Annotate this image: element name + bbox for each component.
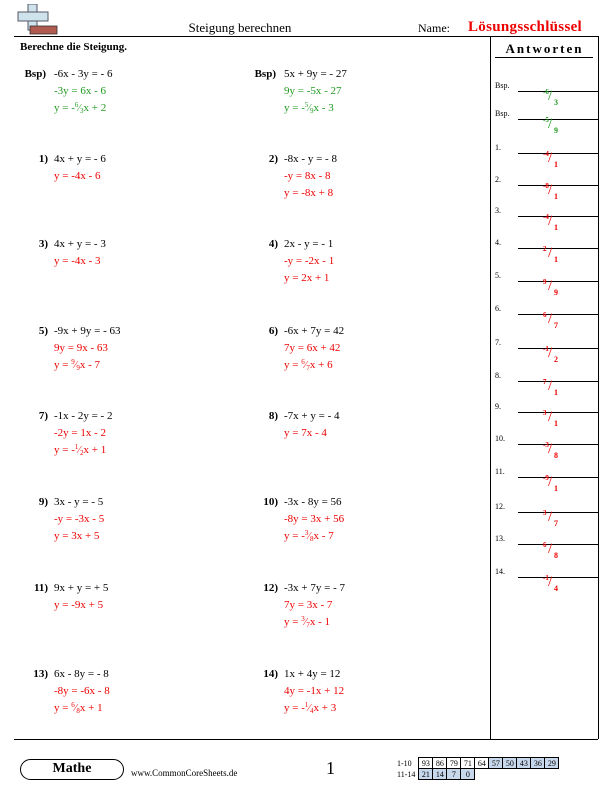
fraction-denominator: 2 — [80, 449, 84, 457]
score-table — [395, 757, 559, 780]
fraction-numerator: 1 — [74, 443, 79, 451]
answer-slash: / — [548, 441, 553, 457]
answer-slash: / — [548, 345, 553, 361]
score-cell: 36 — [531, 758, 545, 769]
answer-label: 9. — [495, 402, 501, 411]
answer-denominator: 8 — [554, 551, 558, 560]
answer-slash: / — [548, 541, 553, 557]
fraction-slash: ⁄ — [308, 103, 311, 114]
fraction-slash: ⁄ — [304, 617, 307, 628]
answer-slash: / — [548, 509, 553, 525]
fraction-numerator: 5 — [304, 101, 309, 109]
answer-label: Bsp. — [495, 81, 510, 90]
answer-blank — [518, 314, 598, 315]
fraction-denominator: 8 — [310, 535, 314, 543]
answer-blank — [518, 348, 598, 349]
footer-url: www.CommonCoreSheets.de — [131, 768, 238, 778]
equation-line: 9y = -5x - 27 — [284, 85, 342, 97]
answer-numerator: -1 — [543, 345, 549, 353]
fraction-numerator: 6 — [74, 101, 79, 109]
fraction-numerator: 3 — [304, 529, 309, 537]
answer-label: 4. — [495, 238, 501, 247]
fraction-slash: ⁄ — [78, 103, 81, 114]
fraction-slash: ⁄ — [78, 445, 81, 456]
answer-numerator: 3 — [543, 509, 547, 517]
problem-lines — [54, 408, 112, 459]
answer-row — [495, 362, 598, 397]
equation-line: -6x + 7y = 42 — [284, 325, 345, 337]
problem-lines — [284, 494, 344, 545]
equation-line: -1x - 2y = - 2 — [54, 410, 113, 422]
equation-line: $y = -^5⁄_9x - 3$ — [284, 101, 334, 115]
score-cell: 7 — [447, 769, 461, 780]
answer-blank — [518, 381, 598, 382]
answer-denominator: 1 — [554, 484, 558, 493]
equation-line: 9x + y = + 5 — [54, 582, 109, 594]
answer-slash: / — [548, 311, 553, 327]
answer-row — [495, 197, 598, 232]
equation-line: y = -9x + 5 — [54, 599, 104, 611]
fraction-denominator: 7 — [306, 621, 310, 629]
fraction — [305, 702, 314, 714]
equation-line: $y = ^3⁄_7x - 1$ — [284, 615, 331, 629]
answer-slash: / — [548, 409, 553, 425]
fraction-slash: ⁄ — [74, 360, 77, 371]
answer-row — [495, 425, 598, 460]
answer-label: 13. — [495, 534, 505, 543]
fraction-denominator: 4 — [310, 707, 314, 715]
fraction — [75, 102, 84, 114]
equation-line: -3x + 7y = - 7 — [284, 582, 345, 594]
score-cell: 21 — [419, 769, 433, 780]
answer-slash: / — [548, 213, 553, 229]
answer-denominator: 1 — [554, 192, 558, 201]
answer-slash: / — [548, 245, 553, 261]
problem-label: 3) — [38, 238, 48, 250]
equation-line: -3x - 8y = 56 — [284, 496, 342, 508]
answer-blank — [518, 185, 598, 186]
problem-label: 9) — [38, 496, 48, 508]
page-number: 1 — [326, 758, 335, 778]
equation-line: -7x + y = - 4 — [284, 410, 340, 422]
equation-line: 5x + 9y = - 27 — [284, 68, 347, 80]
equation-line: 2x - y = - 1 — [284, 238, 334, 250]
fraction-denominator: 9 — [76, 364, 80, 372]
equation-line: y = -4x - 3 — [54, 255, 101, 267]
problem-label: 4) — [268, 238, 278, 250]
fraction-numerator: 3 — [301, 615, 305, 623]
answers-heading-underline — [495, 57, 593, 58]
fraction — [301, 359, 310, 371]
equation-line: -y = -3x - 5 — [54, 513, 105, 525]
answer-label: 3. — [495, 206, 501, 215]
answer-numerator: -9 — [543, 474, 549, 482]
answer-denominator: 1 — [554, 388, 558, 397]
answer-label: 1. — [495, 143, 501, 152]
answer-numerator: 6 — [543, 541, 547, 549]
problem-lines — [284, 151, 337, 202]
answer-blank — [518, 248, 598, 249]
score-range-label: 11-14 — [397, 769, 416, 779]
fraction-numerator: 1 — [304, 701, 309, 709]
answer-denominator: 9 — [554, 126, 558, 135]
equation-line: $y = -^6⁄_3x + 2$ — [54, 101, 107, 115]
answer-numerator: 6 — [543, 311, 547, 319]
answer-column-divider-right — [598, 36, 599, 739]
answer-label: Bsp. — [495, 109, 510, 118]
equation-line: -9x + 9y = - 63 — [54, 325, 121, 337]
answer-denominator: 1 — [554, 255, 558, 264]
score-cell: 50 — [503, 758, 517, 769]
equation-line: -2y = 1x - 2 — [54, 427, 107, 439]
answer-denominator: 7 — [554, 321, 558, 330]
fraction-slash: ⁄ — [308, 703, 311, 714]
equation-line: 4x + y = - 6 — [54, 153, 106, 165]
problem-label: 2) — [268, 153, 278, 165]
fraction — [71, 702, 80, 714]
problem-lines — [284, 666, 344, 717]
score-cell: 0 — [461, 769, 475, 780]
answer-row — [495, 262, 598, 297]
answer-label: 2. — [495, 175, 501, 184]
answer-numerator: -3 — [543, 441, 549, 449]
problem-lines — [54, 66, 112, 117]
answer-denominator: 4 — [554, 584, 558, 593]
answer-numerator: 3 — [543, 409, 547, 417]
equation-line: 4y = -1x + 12 — [284, 685, 345, 697]
answer-row — [495, 393, 598, 428]
answer-blank — [518, 281, 598, 282]
answer-blank — [518, 444, 598, 445]
score-cell: 86 — [433, 758, 447, 769]
answer-denominator: 7 — [554, 519, 558, 528]
equation-line: -8x - y = - 8 — [284, 153, 337, 165]
answer-row — [495, 295, 598, 330]
problem-label: 12) — [263, 582, 278, 594]
answer-numerator: -1 — [543, 574, 549, 582]
answer-denominator: 1 — [554, 223, 558, 232]
answer-denominator: 8 — [554, 451, 558, 460]
answer-slash: / — [548, 378, 553, 394]
score-cell: 29 — [545, 758, 559, 769]
equation-line: $y = -^3⁄_8x - 7$ — [284, 529, 334, 543]
answer-numerator: -8 — [543, 182, 549, 190]
problem-label: 5) — [38, 325, 48, 337]
fraction — [305, 530, 314, 542]
equation-line: $y = -^1⁄_4x + 3$ — [284, 701, 337, 715]
problem-label: 6) — [268, 325, 278, 337]
subject-badge: Mathe — [20, 759, 124, 780]
answer-row — [495, 525, 598, 560]
answer-numerator: -6 — [543, 88, 549, 96]
equation-line: y = 3x + 5 — [54, 530, 100, 542]
header-divider — [14, 36, 598, 37]
equation-line: 6x - 8y = - 8 — [54, 668, 109, 680]
problem-lines — [54, 323, 120, 374]
answer-blank — [518, 153, 598, 154]
score-cell: 93 — [419, 758, 433, 769]
problem-lines — [284, 580, 345, 631]
answer-column-divider-left — [490, 36, 491, 739]
answer-slash: / — [548, 182, 553, 198]
footer-divider — [14, 739, 598, 740]
answer-blank — [518, 91, 598, 92]
answer-blank — [518, 544, 598, 545]
answer-blank — [518, 512, 598, 513]
score-cell: 64 — [475, 758, 489, 769]
answer-slash: / — [548, 150, 553, 166]
answer-row — [495, 229, 598, 264]
logo-icon — [14, 4, 58, 36]
score-cell: 79 — [447, 758, 461, 769]
answer-numerator: 2 — [543, 245, 547, 253]
fraction-slash: ⁄ — [304, 360, 307, 371]
answer-label: 10. — [495, 434, 505, 443]
problem-lines — [54, 494, 104, 545]
problem-lines — [54, 236, 106, 270]
problem-lines — [54, 151, 106, 185]
equation-line: $y = ^9⁄_9x - 7$ — [54, 358, 101, 372]
equation-line: y = 2x + 1 — [284, 272, 330, 284]
problem-label: 8) — [268, 410, 278, 422]
problem-lines — [284, 323, 344, 374]
equation-line: 7y = 6x + 42 — [284, 342, 341, 354]
answer-numerator: 9 — [543, 278, 547, 286]
equation-line: -6x - 3y = - 6 — [54, 68, 113, 80]
problem-label: Bsp) — [24, 68, 46, 80]
score-cell: 43 — [517, 758, 531, 769]
equation-line: -y = 8x - 8 — [284, 170, 331, 182]
answer-blank — [518, 119, 598, 120]
equation-line: 3x - y = - 5 — [54, 496, 104, 508]
answer-label: 7. — [495, 338, 501, 347]
answer-denominator: 3 — [554, 98, 558, 107]
answer-slash: / — [548, 574, 553, 590]
fraction-numerator: 6 — [71, 701, 75, 709]
answer-row — [495, 166, 598, 201]
answer-row — [495, 458, 598, 493]
problem-lines — [54, 666, 110, 717]
answer-row — [495, 100, 598, 135]
problem-label: 14) — [263, 668, 278, 680]
problem-lines — [284, 236, 334, 287]
answer-numerator: -5 — [543, 116, 549, 124]
equation-line: y = 7x - 4 — [284, 427, 327, 439]
answer-slash: / — [548, 116, 553, 132]
equation-line: 9y = 9x - 63 — [54, 342, 108, 354]
answer-slash: / — [548, 474, 553, 490]
problem-label: 11) — [33, 582, 48, 594]
answer-label: 11. — [495, 467, 505, 476]
answer-label: 12. — [495, 502, 505, 511]
answer-blank — [518, 577, 598, 578]
equation-line: -3y = 6x - 6 — [54, 85, 107, 97]
score-row — [395, 758, 559, 769]
problem-lines — [284, 66, 347, 117]
answer-label: 14. — [495, 567, 505, 576]
answer-denominator: 1 — [554, 419, 558, 428]
fraction-denominator: 9 — [310, 107, 314, 115]
fraction — [301, 616, 310, 628]
problem-label: 10) — [263, 496, 278, 508]
problem-lines — [54, 580, 108, 614]
answer-row — [495, 558, 598, 593]
equation-line: -8y = 3x + 56 — [284, 513, 345, 525]
answer-row — [495, 134, 598, 169]
answer-denominator: 1 — [554, 160, 558, 169]
equation-line: $y = ^6⁄_8x + 1$ — [54, 701, 103, 715]
name-label: Name: — [418, 21, 450, 35]
fraction — [75, 444, 84, 456]
page-title: Steigung berechnen — [188, 20, 292, 35]
fraction-denominator: 8 — [76, 707, 80, 715]
equation-line: -y = -2x - 1 — [284, 255, 335, 267]
answer-numerator: -4 — [543, 150, 549, 158]
answer-key-title: Lösungsschlüssel — [468, 19, 583, 35]
answer-denominator: 9 — [554, 288, 558, 297]
answer-slash: / — [548, 88, 553, 104]
fraction — [71, 359, 80, 371]
answer-row — [495, 72, 598, 107]
fraction — [305, 102, 314, 114]
answer-blank — [518, 412, 598, 413]
problem-label: 13) — [33, 668, 48, 680]
equation-line: -8y = -6x - 8 — [54, 685, 110, 697]
score-range-label: 1-10 — [397, 758, 412, 768]
equation-line: $y = -^1⁄_2x + 1$ — [54, 443, 107, 457]
answer-blank — [518, 477, 598, 478]
equation-line: y = -8x + 8 — [284, 187, 334, 199]
score-cell: 71 — [461, 758, 475, 769]
problem-label: 7) — [38, 410, 48, 422]
answer-label: 5. — [495, 271, 501, 280]
problem-lines — [284, 408, 339, 442]
fraction-slash: ⁄ — [74, 703, 77, 714]
fraction-numerator: 6 — [301, 358, 305, 366]
score-cell: 14 — [433, 769, 447, 780]
problem-label: 1) — [38, 153, 48, 165]
equation-line: 1x + 4y = 12 — [284, 668, 341, 680]
score-cell: 57 — [489, 758, 503, 769]
score-row — [395, 769, 559, 780]
answer-row — [495, 329, 598, 364]
equation-line: 4x + y = - 3 — [54, 238, 106, 250]
answer-row — [495, 493, 598, 528]
answer-denominator: 2 — [554, 355, 558, 364]
problem-label: Bsp) — [254, 68, 276, 80]
fraction-slash: ⁄ — [308, 531, 311, 542]
answer-label: 8. — [495, 371, 501, 380]
equation-line: y = -4x - 6 — [54, 170, 101, 182]
answer-numerator: 7 — [543, 378, 547, 386]
instructions: Berechne die Steigung. — [20, 41, 128, 53]
equation-line: 7y = 3x - 7 — [284, 599, 333, 611]
answer-blank — [518, 216, 598, 217]
fraction-denominator: 3 — [80, 107, 84, 115]
fraction-numerator: 9 — [71, 358, 75, 366]
fraction-denominator: 7 — [306, 364, 310, 372]
equation-line: $y = ^6⁄_7x + 6$ — [284, 358, 333, 372]
answer-label: 6. — [495, 304, 501, 313]
answer-slash: / — [548, 278, 553, 294]
answers-heading: Antworten — [505, 41, 584, 56]
answer-numerator: -4 — [543, 213, 549, 221]
